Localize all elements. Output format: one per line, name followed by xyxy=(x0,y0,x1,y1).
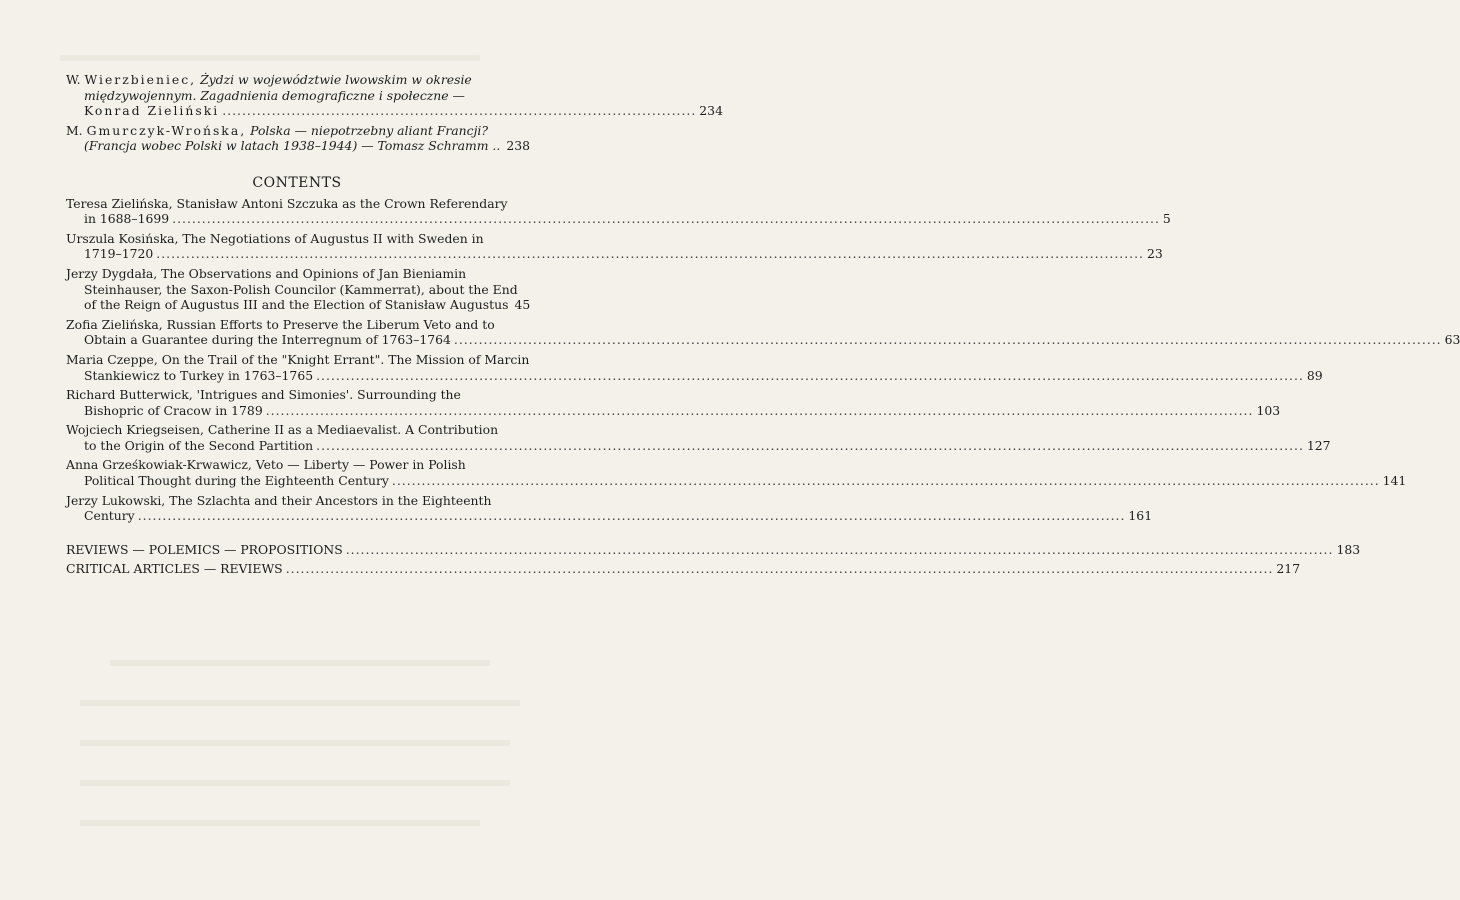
show-through-line xyxy=(80,820,480,826)
show-through-line xyxy=(80,700,520,706)
toc-entry xyxy=(66,316,1460,348)
page-number: 103 xyxy=(1256,402,1281,418)
toc-entry xyxy=(66,72,723,119)
leader-dots: ........................................................................................................................................................................................................ xyxy=(453,332,1442,348)
page-number: 23 xyxy=(1147,246,1163,262)
entry-title: (Francja wobec Polski w latach 1938–1944) — Tomasz Schramm .. xyxy=(84,138,501,154)
table-of-contents xyxy=(66,72,1460,581)
toc-entry xyxy=(66,230,1163,262)
page-number: 89 xyxy=(1306,367,1323,383)
entry-line: in 1688–1699 xyxy=(84,211,170,227)
leader-dots: ........................................................................................................................................................................................................ xyxy=(391,473,1380,489)
entry-line: Teresa Zielińska, Stanisław Antoni Szczuka as the Crown Referendary xyxy=(66,195,508,211)
toc-entry xyxy=(66,492,1153,524)
entry-line: Obtain a Guarantee during the Interregnum of 1763–1764 xyxy=(84,332,451,348)
entry-line: Maria Czeppe, On the Trail of the "Knight Errant". The Mission of Marcin xyxy=(66,351,530,367)
leader-dots: ........................................................................................................................................................................................................ xyxy=(156,246,1144,262)
entry-line: Stankiewicz to Turkey in 1763–1765 xyxy=(84,367,314,383)
section-label: CRITICAL ARTICLES — REVIEWS xyxy=(66,561,283,577)
entry-line: Urszula Kosińska, The Negotiations of Augustus II with Sweden in xyxy=(66,230,484,246)
entry-last-line xyxy=(66,367,1323,384)
entry-author: Gmurczyk-Wrońska, xyxy=(86,122,247,138)
section-line xyxy=(66,561,1301,577)
entry-line: Zofia Zielińska, Russian Efforts to Preserve the Liberum Veto and to xyxy=(66,316,495,332)
leader-dots: ........................................................................................................................................................................................................ xyxy=(265,402,1254,418)
page-number: 141 xyxy=(1382,473,1407,489)
entry-line: to the Origin of the Second Partition xyxy=(84,437,314,453)
entry-last-line xyxy=(66,246,1163,262)
leader-dots: ........................................................................................................................................................................................................ xyxy=(345,541,1334,557)
entry-line: Jerzy Lukowski, The Szlachta and their Ancestors in the Eighteenth xyxy=(66,492,492,508)
entry-last-line xyxy=(66,508,1153,524)
toc-entry xyxy=(66,351,1323,383)
entry-reviewer: Konrad Zieliński xyxy=(84,103,220,119)
page-number: 5 xyxy=(1162,211,1171,227)
toc-entry xyxy=(66,123,528,154)
leader-dots: ................................................................................................ xyxy=(222,103,697,119)
contents-list xyxy=(66,195,1460,524)
section-entry xyxy=(66,561,1301,577)
page-number: 234 xyxy=(699,103,723,119)
entry-title: międzywojennym. Zagadnienia demograficzne i społeczne — xyxy=(84,87,465,103)
entry-last-line xyxy=(66,473,1407,489)
leader-dots: ........................................................................................................................................................................................................ xyxy=(285,561,1274,577)
page-number: 161 xyxy=(1128,508,1153,524)
section-entry xyxy=(66,541,1361,558)
leader-dots: ........................................................................................................................................................................................................ xyxy=(137,508,1126,524)
toc-entry xyxy=(66,422,1331,453)
entry-last-line xyxy=(66,437,1331,454)
leader-dots: ........................................................................................................................................................................................................ xyxy=(172,211,1160,227)
section-label: REVIEWS — POLEMICS — PROPOSITIONS xyxy=(66,541,343,557)
entry-line: Jerzy Dygdała, The Observations and Opinions of Jan Bieniamin xyxy=(66,265,467,281)
toc-entry xyxy=(66,457,1407,489)
entry-line: 1719–1720 xyxy=(84,246,154,262)
show-through-line xyxy=(80,740,510,746)
entry-author: Wierzbieniec, xyxy=(84,72,197,87)
contents-heading: CONTENTS xyxy=(252,174,342,191)
entry-line: Century xyxy=(84,508,135,524)
page-number: 63 xyxy=(1444,332,1460,348)
page-number: 45 xyxy=(514,297,531,313)
page-number: 238 xyxy=(506,138,530,154)
page-number: 183 xyxy=(1336,541,1361,557)
entry-line: Anna Grześkowiak-Krwawicz, Veto — Liberty — Power in Polish xyxy=(66,457,466,473)
toc-entry xyxy=(66,195,1171,227)
entry-line: Wojciech Kriegseisen, Catherine II as a Mediaevalist. A Contribution xyxy=(66,422,499,438)
entry-line: of the Reign of Augustus III and the Election of Stanisław Augustus xyxy=(84,297,509,313)
entry-line: Political Thought during the Eighteenth Century xyxy=(84,473,389,489)
leader-dots: ........................................................................................................................................................................................................ xyxy=(316,437,1304,453)
entry-title: Polska — niepotrzebny aliant Francji? xyxy=(250,122,489,138)
show-through-line xyxy=(80,780,510,786)
author-initial: W. xyxy=(66,72,81,87)
show-through-line xyxy=(60,55,480,61)
leader-dots: ........................................................................................................................................................................................................ xyxy=(316,367,1304,383)
entry-last-line xyxy=(66,297,531,313)
sections-list xyxy=(66,541,1361,577)
entry-line: Richard Butterwick, 'Intrigues and Simonies'. Surrounding the xyxy=(66,387,461,403)
page-number: 217 xyxy=(1276,561,1301,577)
toc-entry xyxy=(66,265,531,313)
toc-entry xyxy=(66,387,1281,418)
author-initial: M. xyxy=(66,122,83,138)
entry-last-line xyxy=(66,402,1281,419)
section-line xyxy=(66,541,1361,558)
entry-last-line xyxy=(66,211,1171,227)
entry-last-line xyxy=(66,332,1460,348)
entry-line: Bishopric of Cracow in 1789 xyxy=(84,402,263,418)
page-number: 127 xyxy=(1306,437,1331,453)
entry-title: Żydzi w województwie lwowskim w okresie xyxy=(200,72,472,87)
show-through-line xyxy=(110,660,490,666)
entry-line: Steinhauser, the Saxon-Polish Councilor (Kammerrat), about the End xyxy=(84,281,518,297)
